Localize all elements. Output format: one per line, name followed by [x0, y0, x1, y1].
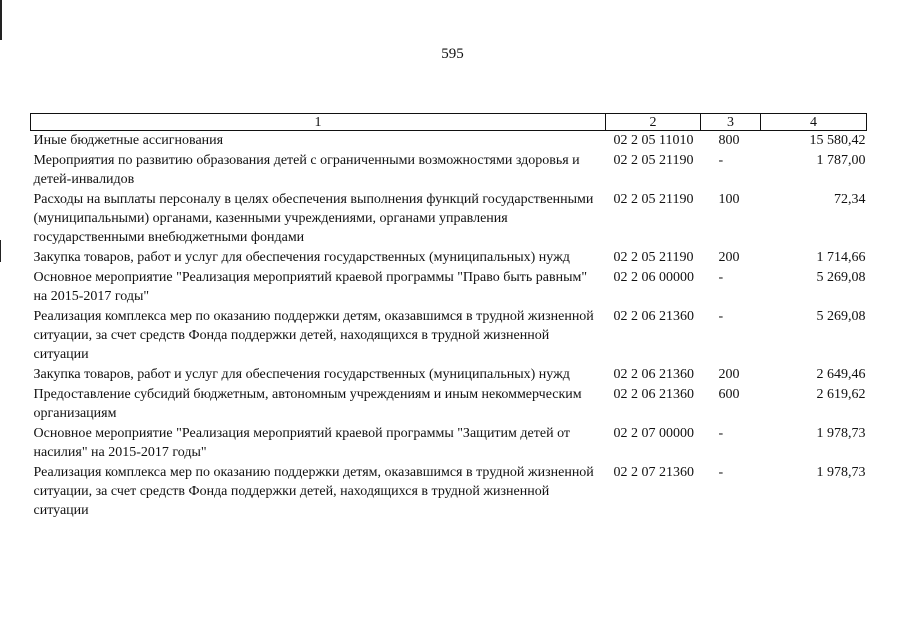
row-type: 200 — [718, 250, 740, 265]
column-header-type: 3 — [701, 114, 761, 131]
row-name: Основное мероприятие "Реализация мероприятий краевой программы "Право быть равным" на 2015-2017 годы" — [33, 270, 588, 304]
row-amount: 72,34 — [834, 192, 866, 207]
table-row — [31, 190, 867, 248]
table-row — [31, 307, 867, 365]
row-type: 100 — [718, 192, 740, 207]
row-type: - — [718, 153, 724, 168]
row-name: Закупка товаров, работ и услуг для обеспечения государственных (муниципальных) нужд — [33, 367, 570, 382]
row-name: Реализация комплекса мер по оказанию поддержки детям, оказавшимся в трудной жизненной ситуации, за счет средств Фонда поддержки детей, находящихся в трудной жизненной ситуации — [33, 465, 594, 518]
table-row — [31, 424, 867, 463]
table-row — [31, 385, 867, 424]
row-amount: 2 619,62 — [816, 387, 866, 402]
row-type: 800 — [718, 133, 740, 148]
page-number: 595 — [441, 46, 464, 62]
row-code: 02 2 05 21190 — [613, 192, 694, 207]
row-name: Реализация комплекса мер по оказанию поддержки детям, оказавшимся в трудной жизненной ситуации, за счет средств Фонда поддержки детей, находящихся в трудной жизненной ситуации — [33, 309, 594, 362]
table-row — [31, 151, 867, 190]
row-type: - — [718, 270, 724, 285]
scan-edge-mark — [0, 0, 2, 40]
table-row — [31, 365, 867, 385]
row-name: Основное мероприятие "Реализация мероприятий краевой программы "Защитим детей от насилия" на 2015-2017 годы" — [33, 426, 570, 460]
row-type: - — [718, 426, 724, 441]
row-name: Мероприятия по развитию образования детей с ограниченными возможностями здоровья и детей-инвалидов — [33, 153, 580, 187]
row-name: Предоставление субсидий бюджетным, автономным учреждениям и иным некоммерческим организациям — [33, 387, 582, 421]
row-amount: 15 580,42 — [809, 133, 866, 148]
row-type: 600 — [718, 387, 740, 402]
row-code: 02 2 07 21360 — [613, 465, 694, 480]
table-row — [31, 248, 867, 268]
row-type: - — [718, 309, 724, 324]
row-code: 02 2 05 21190 — [613, 250, 694, 265]
row-code: 02 2 05 21190 — [613, 153, 694, 168]
row-code: 02 2 06 21360 — [613, 367, 694, 382]
row-type: 200 — [718, 367, 740, 382]
table-row — [31, 131, 867, 152]
row-type: - — [718, 465, 724, 480]
row-name: Иные бюджетные ассигнования — [33, 133, 224, 148]
row-amount: 5 269,08 — [816, 270, 866, 285]
row-amount: 1 714,66 — [816, 250, 866, 265]
row-code: 02 2 07 00000 — [613, 426, 694, 441]
budget-table — [30, 113, 867, 521]
row-amount: 5 269,08 — [816, 309, 866, 324]
row-code: 02 2 06 00000 — [613, 270, 694, 285]
row-name: Закупка товаров, работ и услуг для обеспечения государственных (муниципальных) нужд — [33, 250, 570, 265]
row-amount: 2 649,46 — [816, 367, 866, 382]
row-code: 02 2 05 11010 — [613, 133, 694, 148]
row-code: 02 2 06 21360 — [613, 387, 694, 402]
table-row — [31, 463, 867, 521]
row-code: 02 2 06 21360 — [613, 309, 694, 324]
row-amount: 1 978,73 — [816, 426, 866, 441]
table-row — [31, 268, 867, 307]
row-name: Расходы на выплаты персоналу в целях обеспечения выполнения функций государственными (муниципальными) органами, казенными учреждениями, органами управления государственными внебюджетными фондами — [33, 192, 594, 245]
column-header-name: 1 — [31, 114, 606, 131]
row-amount: 1 978,73 — [816, 465, 866, 480]
table-header-row — [31, 114, 867, 131]
column-header-code: 2 — [606, 114, 701, 131]
scan-edge-mark-lower — [0, 240, 1, 262]
column-header-amount: 4 — [761, 114, 867, 131]
row-amount: 1 787,00 — [816, 153, 866, 168]
